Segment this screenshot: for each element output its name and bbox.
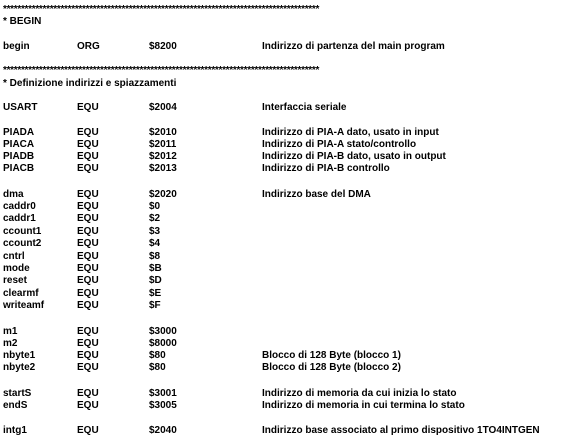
code-opcode: EQU — [77, 238, 99, 249]
code-operand: $2 — [149, 213, 161, 224]
code-label: ccount2 — [3, 238, 42, 249]
code-operand: $80 — [149, 350, 166, 361]
code-label: caddr1 — [3, 213, 36, 224]
code-description: Indirizzo di memoria da cui inizia lo stato — [262, 388, 457, 399]
code-operand: $2011 — [149, 139, 177, 150]
code-label: writeamf — [3, 300, 45, 311]
code-operand: $E — [149, 288, 162, 299]
code-line — [0, 226, 564, 238]
code-operand: $B — [149, 263, 162, 274]
code-description: Indirizzo di PIA-B dato, usato in output — [262, 151, 446, 162]
comment-text: * Definizione indirizzi e spiazzamenti — [3, 78, 177, 89]
code-line — [0, 263, 564, 275]
code-opcode: EQU — [77, 275, 99, 286]
code-line — [0, 300, 564, 312]
code-description: Indirizzo di memoria in cui termina lo stato — [262, 400, 465, 411]
code-opcode: EQU — [77, 263, 99, 274]
code-description: Indirizzo di partenza del main program — [262, 41, 445, 52]
code-description: Blocco di 128 Byte (blocco 1) — [262, 350, 401, 361]
code-operand: $3 — [149, 226, 161, 237]
code-description: Blocco di 128 Byte (blocco 2) — [262, 362, 401, 373]
code-operand: $2040 — [149, 425, 177, 436]
code-label: endS — [3, 400, 28, 411]
code-line — [0, 151, 564, 163]
code-operand: $F — [149, 300, 161, 311]
code-opcode: EQU — [77, 102, 99, 113]
code-operand: $3000 — [149, 326, 177, 337]
code-label: USART — [3, 102, 38, 113]
code-line — [0, 201, 564, 213]
separator-line — [0, 65, 564, 77]
code-label: mode — [3, 263, 30, 274]
code-line — [0, 213, 564, 225]
code-label: ccount1 — [3, 226, 42, 237]
code-line — [0, 400, 564, 412]
code-opcode: EQU — [77, 201, 99, 212]
code-opcode: EQU — [77, 213, 99, 224]
code-label: caddr0 — [3, 201, 36, 212]
code-description: Interfaccia seriale — [262, 102, 347, 113]
code-opcode: EQU — [77, 400, 99, 411]
code-label: PIADB — [3, 151, 35, 162]
code-line — [0, 362, 564, 374]
code-opcode: EQU — [77, 388, 99, 399]
code-operand: $8200 — [149, 41, 177, 52]
code-label: m1 — [3, 326, 18, 337]
code-label: clearmf — [3, 288, 39, 299]
code-line — [0, 338, 564, 350]
comment-line — [0, 78, 564, 90]
code-label: cntrl — [3, 251, 25, 262]
code-description: Indirizzo di PIA-A dato, usato in input — [262, 127, 439, 138]
code-line — [0, 326, 564, 338]
code-line — [0, 251, 564, 263]
code-operand: $8000 — [149, 338, 177, 349]
code-opcode: EQU — [77, 139, 99, 150]
code-operand: $2013 — [149, 163, 177, 174]
code-operand: $2004 — [149, 102, 177, 113]
code-label: intg1 — [3, 425, 27, 436]
code-opcode: ORG — [77, 41, 100, 52]
code-label: m2 — [3, 338, 18, 349]
code-operand: $8 — [149, 251, 161, 262]
code-label: PIACB — [3, 163, 35, 174]
code-opcode: EQU — [77, 251, 99, 262]
code-opcode: EQU — [77, 163, 99, 174]
code-label: PIADA — [3, 127, 35, 138]
code-opcode: EQU — [77, 127, 99, 138]
code-operand: $80 — [149, 362, 166, 373]
code-operand: $2012 — [149, 151, 177, 162]
code-operand: $2020 — [149, 189, 177, 200]
code-line — [0, 41, 564, 53]
code-line — [0, 350, 564, 362]
separator-line — [0, 4, 564, 16]
code-description: Indirizzo di PIA-A stato/controllo — [262, 139, 417, 150]
code-line — [0, 238, 564, 250]
code-line — [0, 139, 564, 151]
code-opcode: EQU — [77, 362, 99, 373]
code-label: startS — [3, 388, 32, 399]
code-label: nbyte2 — [3, 362, 36, 373]
code-opcode: EQU — [77, 326, 99, 337]
code-description: Indirizzo di PIA-B controllo — [262, 163, 390, 174]
code-opcode: EQU — [77, 151, 99, 162]
code-opcode: EQU — [77, 300, 99, 311]
code-line — [0, 425, 564, 437]
code-description: Indirizzo base del DMA — [262, 189, 371, 200]
code-label: PIACA — [3, 139, 35, 150]
code-operand: $3001 — [149, 388, 177, 399]
code-line — [0, 189, 564, 201]
code-opcode: EQU — [77, 350, 99, 361]
code-line — [0, 163, 564, 175]
code-operand: $3005 — [149, 400, 177, 411]
code-line — [0, 288, 564, 300]
code-operand: $2010 — [149, 127, 177, 138]
code-opcode: EQU — [77, 226, 99, 237]
code-opcode: EQU — [77, 189, 99, 200]
code-label: dma — [3, 189, 24, 200]
code-label: begin — [3, 41, 30, 52]
code-line — [0, 102, 564, 114]
code-label: nbyte1 — [3, 350, 36, 361]
code-opcode: EQU — [77, 338, 99, 349]
code-operand: $D — [149, 275, 162, 286]
code-line — [0, 275, 564, 287]
code-line — [0, 127, 564, 139]
code-description: Indirizzo base associato al primo dispositivo 1TO4INTGEN — [262, 425, 540, 436]
comment-text: * BEGIN — [3, 16, 42, 27]
code-line — [0, 388, 564, 400]
comment-line — [0, 16, 564, 28]
code-label: reset — [3, 275, 27, 286]
code-opcode: EQU — [77, 288, 99, 299]
code-operand: $4 — [149, 238, 161, 249]
asterisk-separator: **************************************************************************************** — [3, 65, 320, 76]
code-operand: $0 — [149, 201, 161, 212]
code-opcode: EQU — [77, 425, 99, 436]
asterisk-separator: **************************************************************************************** — [3, 4, 320, 15]
